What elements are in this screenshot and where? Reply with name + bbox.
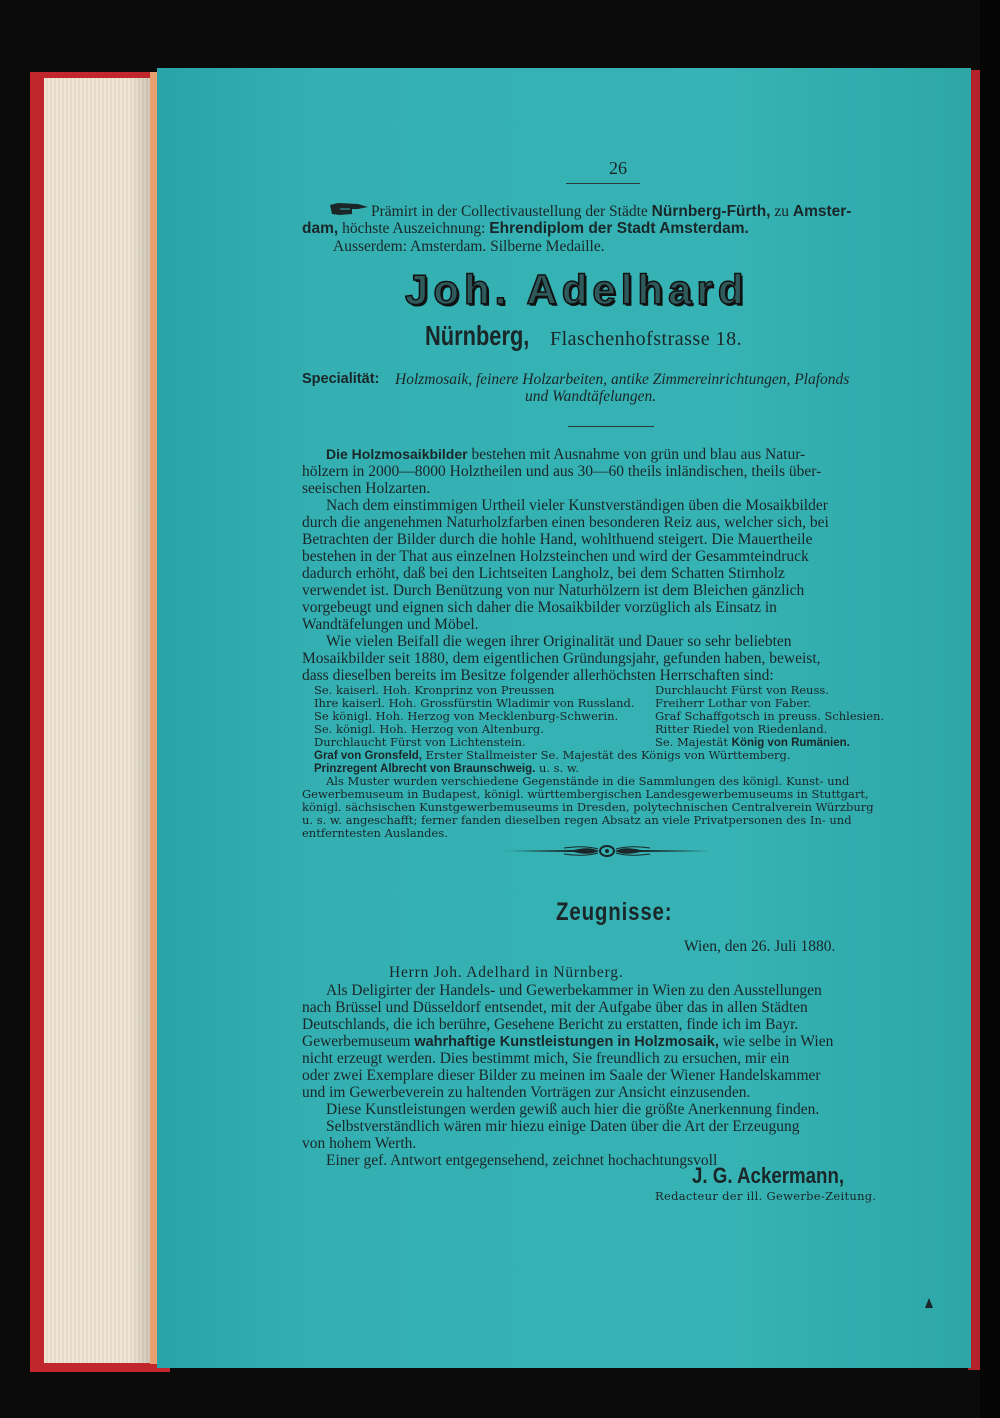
body-line: Betrachten der Bilder durch die hohle Hand, wohlthuend steigert. Die Mauertheile [302, 531, 813, 548]
letter-line: nicht erzeugt werden. Dies bestimmt mich, Sie freundlich zu ersuchen, mir ein [302, 1050, 790, 1067]
owner-right: Durchlaucht Fürst von Reuss. [655, 683, 829, 697]
letter-line: Selbstverständlich wären mir hiezu einige Daten über die Art der Erzeugung [326, 1118, 800, 1135]
museum-line: entferntesten Auslandes. [302, 826, 448, 840]
owner-gronsfeld-name: Graf von Gronsfeld, [314, 750, 422, 762]
award-text: höchste Auszeichnung: [338, 220, 490, 237]
body-bold-term: Die Holzmosaikbilder [326, 446, 468, 462]
award-text: zu [770, 203, 793, 220]
award-amsterdam: Amster- [792, 203, 852, 220]
body-line: Wandtäfelungen und Möbel. [302, 616, 479, 633]
body-line: dadurch erhöht, daß bei den Lichtseiten Langholz, bei dem Schatten Stirnholz [302, 565, 785, 582]
page-number: 26 [609, 158, 627, 178]
body-line: seeischen Holzarten. [302, 480, 431, 497]
owner-left: Se. kaiserl. Hoh. Kronprinz von Preussen [314, 683, 555, 697]
body-line: dass dieselben bereits im Besitze folgender allerhöchsten Herrschaften sind: [302, 667, 774, 684]
letter-line: Einer gef. Antwort entgegensehend, zeichnet hochachtungsvoll [326, 1152, 718, 1169]
body-line: verwendet ist. Durch Benützung von nur Naturhölzern ist dem Bleichen gänzlich [302, 582, 805, 599]
letter-line: nach Brüssel und Düsseldorf entsendet, mit der Aufgabe über das in allen Städten [302, 999, 808, 1016]
testimonials-heading: Zeugnisse: [556, 898, 673, 926]
letter-text: wie selbe in Wien [718, 1033, 834, 1050]
owner-albrecht-name: Prinzregent Albrecht von Braunschweig. [314, 763, 536, 775]
firm-city: Nürnberg, [425, 320, 530, 351]
body-line [326, 446, 805, 463]
owner-gronsfeld-title: Erster Stallmeister Se. Majestät des Königs von Württemberg. [422, 748, 791, 762]
owner-left: Se. königl. Hoh. Herzog von Altenburg. [314, 722, 544, 736]
letter-signature: J. G. Ackermann, [692, 1163, 845, 1188]
owner-left: Durchlaucht Fürst von Lichtenstein. [314, 735, 526, 749]
firm-name: Joh. Adelhard [405, 266, 749, 313]
body-text: bestehen mit Ausnahme von grün und blau aus Natur- [467, 446, 806, 463]
museum-line: u. s. w. angeschafft; ferner fanden dieselben regen Absatz an viele Privatpersonen des In- und [302, 813, 852, 827]
letter-line: und im Gewerbeverein zu haltenden Vorträgen zur Ansicht einzusenden. [302, 1084, 751, 1101]
body-line: Nach dem einstimmigen Urtheil vieler Kunstverständigen üben die Mosaikbilder [326, 497, 828, 514]
specialty-text-2: und Wandtäfelungen. [525, 388, 657, 405]
award-text: Prämirt in der Collectivaustellung der Städte [371, 203, 652, 220]
owner-right: Freiherr Lothar von Faber. [655, 696, 812, 710]
page-edge-strip [150, 72, 157, 1364]
award-line-1 [371, 203, 851, 220]
museum-line: Als Muster wurden verschiedene Gegenstände in die Sammlungen des königl. Kunst- und [326, 774, 850, 788]
section-rule [568, 426, 654, 427]
letter-text: Gewerbemuseum [302, 1033, 415, 1050]
body-line: Wie vielen Beifall die wegen ihrer Originalität und Dauer so sehr beliebten [326, 633, 792, 650]
owner-left: Se königl. Hoh. Herzog von Mecklenburg-Schwerin. [314, 709, 619, 723]
award-line-2 [302, 220, 749, 237]
owner-right: Ritter Riedel von Riedenland. [655, 722, 828, 736]
body-line: bestehen in der That aus einzelnen Holzsteinchen und wird der Gesammteindruck [302, 548, 809, 565]
award-cities: Nürnberg-Fürth, [651, 203, 771, 220]
museum-line: königl. sächsischen Kunstgewerbemuseums in Dresden, polytechnischen Centralverein Würzburg [302, 800, 874, 814]
firm-street: Flaschenhofstrasse 18. [550, 328, 743, 350]
letter-emphasis: wahrhaftige Kunstleistungen in Holzmosaik, [414, 1034, 719, 1050]
print-mark [925, 1298, 933, 1308]
letter-date: Wien, den 26. Juli 1880. [684, 938, 836, 955]
body-line: vorgebeugt und eignen sich daher die Mosaikbilder vorzüglich als Einsatz in [302, 599, 777, 616]
body-line: durch die angenehmen Naturholzfarben einen besonderen Reiz aus, welcher sich, bei [302, 514, 829, 531]
page-number-rule [566, 183, 640, 184]
body-line: hölzern in 2000—8000 Holztheilen und aus 30—60 theils inländischen, theils über- [302, 463, 822, 480]
letter-line: oder zwei Exemplare dieser Bilder zu meinen im Saale der Wiener Handelskammer [302, 1067, 821, 1084]
letter-salutation: Herrn Joh. Adelhard in Nürnberg. [389, 964, 624, 981]
award-amsterdam-end: dam, [302, 220, 339, 237]
body-line: Mosaikbilder seit 1880, dem eigentlichen Gründungsjahr, gefunden haben, beweist, [302, 650, 821, 667]
owner-right: Graf Schaffgotsch in preuss. Schlesien. [655, 709, 885, 723]
museum-line: Gewerbemuseum in Budapest, königl. württembergischen Landesgewerbemuseums in Stuttgart, [302, 787, 869, 801]
pointing-hand-icon [328, 200, 370, 218]
owner-left: Ihre kaiserl. Hoh. Grossfürstin Wladimir von Russland. [314, 696, 635, 710]
award-diploma: Ehrendiplom der Stadt Amsterdam. [489, 220, 749, 237]
letter-line: Deutschlands, die ich berühre, Gesehene Bericht zu erstatten, finde ich im Bayr. [302, 1016, 799, 1033]
owner-right-prefix: Se. Majestät [655, 735, 732, 749]
owner-king-romania: König von Rumänien. [731, 737, 850, 749]
letter-line: von hohem Werth. [302, 1135, 417, 1152]
letter-line [302, 1033, 833, 1051]
letter-line: Als Deligirter der Handels- und Gewerbekammer in Wien zu den Ausstellungen [326, 982, 822, 999]
ornament-divider [504, 843, 710, 859]
specialty-text-1: Holzmosaik, feinere Holzarbeiten, antike Zimmereinrichtungen, Plafonds [395, 371, 850, 388]
owner-etc: u. s. w. [535, 761, 580, 775]
page-stack-shadow [130, 78, 152, 1363]
specialty-label: Specialität: [302, 371, 380, 387]
background-dark [980, 0, 1000, 1418]
signature-title: Redacteur der ill. Gewerbe-Zeitung. [655, 1189, 877, 1203]
award-line-3: Ausserdem: Amsterdam. Silberne Medaille. [333, 238, 605, 255]
letter-line: Diese Kunstleistungen werden gewiß auch hier die größte Anerkennung finden. [326, 1101, 820, 1118]
